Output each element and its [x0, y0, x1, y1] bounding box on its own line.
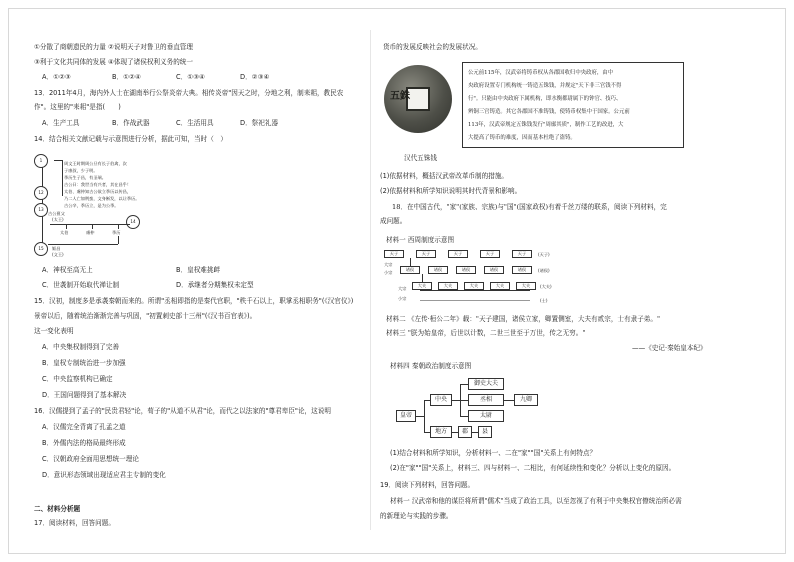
zhou-level-label: (天子) [538, 252, 550, 257]
connector-line [422, 274, 423, 282]
q17-sub1: (1)依据材料，概括汉武帝改革币制的措施。 [380, 172, 509, 180]
column-divider [370, 30, 371, 530]
material4-title: 材料四 秦朝政治制度示意图 [390, 362, 472, 370]
heir-line [48, 244, 118, 245]
tick [66, 224, 67, 229]
diag-emperor: 皇帝 [396, 410, 416, 422]
q18-sub1: (1)结合材料和所学知识，分析材料一、二在"家""国"关系上有何特点？ [390, 449, 597, 457]
connector-line [460, 384, 468, 385]
tick [118, 236, 119, 244]
connector-line [54, 160, 62, 161]
zhou-side-label: 小宗 [384, 270, 393, 275]
zhou-side-label: 大宗 [398, 286, 407, 291]
connector-line [460, 416, 468, 417]
material3-source: ——《史记·秦始皇本纪》 [632, 344, 707, 352]
node-1: 1 [34, 154, 48, 168]
note-line: 季历生子昌，有圣瑞。 [64, 175, 106, 180]
q15-line1: 15．汉初，制度多是承袭秦朝而来的。所谓"丞相即指的是秦代官职，"秩千石以上，职掌丞相职务"(《汉官仪》) [34, 297, 354, 305]
label-taiwang: (太王) [52, 217, 64, 222]
q15-choice-b[interactable]: B．皇权专制统治进一步加强 [42, 359, 126, 367]
q13-line1: 13．2011年4月，海内外人士在湖南举行公祭炎帝大典。相传炎帝"因天之时，分地之利，制耒耜，教民农 [34, 89, 344, 97]
label-gugong: 古公亶父 [48, 211, 65, 216]
node-14: 14 [126, 215, 140, 229]
q19-stem: 19．阅读下列材料，回答问题。 [380, 481, 475, 489]
q14-choice-b[interactable]: B．皇权难挑衅 [176, 266, 221, 274]
connector-line [62, 160, 63, 196]
q12-options-line1: ①分散了商朝遗民的力量 ②说明天子对鲁卫的垂直管理 [34, 43, 193, 51]
q13-choice-b[interactable]: B．作战武器 [112, 119, 150, 127]
zhou-box: 大夫 [490, 282, 510, 290]
q16-line1: 16．汉儒提到了孟子的"民贵君轻"论，荀子的"从道不从君"论，而代之以法家的"尊君卑臣"论，这说明 [34, 407, 331, 415]
zhou-side-label: 小宗 [398, 296, 407, 301]
note-line: 古公卒，季历立，是为公季。 [64, 203, 119, 208]
q19-material1-line2: 的新理论与实践的步骤。 [380, 512, 453, 520]
q16-choice-a[interactable]: A．汉儒完全背离了孔孟之道 [42, 423, 126, 431]
q14-choice-c[interactable]: C．世袭制开始取代禅让制 [42, 281, 120, 289]
zhou-box: 诸侯 [400, 266, 420, 274]
zhou-level-label: (士) [540, 298, 548, 303]
tick [118, 224, 119, 229]
diag-jiuqing: 九卿 [514, 394, 538, 406]
zhou-box: 诸侯 [484, 266, 504, 274]
zhou-box: 大夫 [412, 282, 432, 290]
diag-local: 地方 [430, 426, 452, 438]
note-line: 周文王时期周公旦有长子伯禽，次 [64, 161, 127, 166]
zhou-box: 天子 [480, 250, 500, 258]
zhou-level-label: (大夫) [540, 284, 552, 289]
diag-xian: 县 [478, 426, 492, 438]
connector-line [420, 290, 530, 291]
zhou-box: 诸侯 [512, 266, 532, 274]
connector-line [504, 400, 514, 401]
q12-choice-b[interactable]: B．①②④ [112, 73, 141, 81]
material2-text: 材料二 《左传·桓公二年》载："天子建国，诸侯立家，卿置侧室，大夫有贰宗，士有隶子弟。" [386, 315, 661, 323]
q15-line2: 景帝以后，随着统治渐渐完善与巩固，"初置刺史部十三州"(《汉书百官表》)。 [34, 312, 257, 320]
label-wenwang: (文王) [52, 252, 64, 257]
diag-taiwei: 太尉 [468, 410, 504, 422]
section-title-material-analysis: 二、材料分析题 [34, 505, 81, 513]
label-taibo: 太伯 [60, 230, 69, 235]
zhou-box: 天子 [448, 250, 468, 258]
q18-line2: 成问题。 [380, 217, 407, 225]
q13-choice-c[interactable]: C．生活用具 [176, 119, 214, 127]
quote-line: 大提高了铸币的难度，因而基本杜绝了盗铸。 [468, 135, 576, 141]
node-12: 12 [34, 186, 48, 200]
q15-line3: 这一变化表明 [34, 327, 74, 335]
q12-choice-a[interactable]: A．①②③ [42, 73, 71, 81]
diag-chengxiang: 丞相 [468, 394, 504, 406]
q16-choice-d[interactable]: D．意识形态领域出现适应君主专制的变化 [42, 471, 166, 479]
coin-inscription: 五銖 [390, 91, 410, 102]
q15-choice-d[interactable]: D．王国问题得到了基本解决 [42, 391, 127, 399]
q13-choice-a[interactable]: A．生产工具 [42, 119, 80, 127]
connector-line [452, 400, 460, 401]
zhou-level-label: (诸侯) [538, 268, 550, 273]
q14-stem: 14．结合相关文献记载与示意图进行分析，据此可知，当时（ ） [34, 135, 228, 143]
material1-title: 材料一 西周制度示意图 [386, 236, 455, 244]
q12-choice-d[interactable]: D．②③④ [240, 73, 270, 81]
q18-line1: 18．在中国古代，"家"(家族、宗族)与"国"(国家政权)有着千丝万缕的联系，阅读下列材料，完 [392, 203, 667, 211]
tick [92, 224, 93, 229]
label-yuzhong: 虞仲 [86, 230, 95, 235]
note-line: 古公曰：我世当有兴者，其在昌乎！ [64, 182, 132, 187]
note-line: 乃二人亡如荆蛮，文身断发，以让季历。 [64, 196, 140, 201]
label-chang: 姬昌 [52, 246, 61, 251]
zhou-box: 诸侯 [456, 266, 476, 274]
connector-line [424, 400, 425, 432]
q17-stem: 17．阅读材料，回答问题。 [34, 519, 115, 527]
quote-line: 113年，汉武帝规定五铢钱发行"周廓其质"，制作工艺的改进，大 [468, 122, 624, 128]
zhou-box: 天子 [416, 250, 436, 258]
zhou-box: 天子 [384, 250, 404, 258]
q12-options-line2: ③利于文化共同体的发展 ④体现了诸侯权利义务的统一 [34, 58, 193, 66]
connector-line [410, 258, 411, 266]
lineage-note [64, 160, 139, 209]
diag-central: 中央 [430, 394, 452, 406]
material3-text: 材料三 "朕为始皇帝，后世以计数，二世三世至于万世，传之无穷。" [386, 329, 586, 337]
q18-sub2: (2)在"家""国"关系上，材料三、四与材料一、二相比，有何延续性和变化？分析以上变化的原因。 [390, 464, 676, 472]
node-13: 13 [34, 203, 48, 217]
q14-choice-a[interactable]: A．神权至高无上 [42, 266, 93, 274]
q19-material1-line1: 材料一 汉武帝和他的谋臣将所谓"儒术"当成了政治工具，以至忽视了有利于中央集权官僚统治所必需 [390, 497, 682, 505]
q15-choice-c[interactable]: C．中央监察机构已确定 [42, 375, 113, 383]
node-15: 15 [34, 242, 48, 256]
diag-yushi: 御史大夫 [468, 378, 504, 390]
quote-line: 辨铜三官铸造。其它各郡国不准铸钱，使铸币权集中于国家。公元前 [468, 109, 630, 115]
coin-caption: 汉代五铢钱 [404, 154, 437, 162]
connector-line [460, 400, 468, 401]
q13-line2: 作"。这里的"耒耜"是指( ) [34, 103, 121, 111]
note-line: 太伯、虞仲知古公欲立季历以传昌， [64, 189, 132, 194]
q17-sub2: (2)依据材料和所学知识说明其时代背景和影响。 [380, 187, 522, 195]
zhou-box: 大夫 [516, 282, 536, 290]
diag-jun: 郡 [458, 426, 472, 438]
connector-line [420, 300, 530, 301]
zhou-box: 天子 [512, 250, 532, 258]
zhou-box: 大夫 [438, 282, 458, 290]
material-quote-box [462, 62, 684, 148]
q14-choice-d[interactable]: D．承继者分期集权未定型 [176, 281, 254, 289]
quote-line: 央政府设置专门机构统一铸造五铢钱，并规定"天下非三官钱不得 [468, 83, 622, 89]
q13-choice-d[interactable]: D．祭祀礼器 [240, 119, 279, 127]
wuzhu-coin-image [384, 65, 452, 133]
note-line: 子康叔，少子明。 [64, 168, 98, 173]
q16-choice-c[interactable]: C．汉朝政府全面用思想统一理论 [42, 455, 139, 463]
zhou-box: 诸侯 [428, 266, 448, 274]
zhou-box: 大夫 [464, 282, 484, 290]
zhou-side-label: 大宗 [384, 262, 393, 267]
q17-intro: 货币的发展反映社会的发展状况。 [383, 43, 482, 51]
q16-choice-b[interactable]: B．外儒内法的格局最终形成 [42, 439, 126, 447]
q15-choice-a[interactable]: A．中央集权制得到了完善 [42, 343, 120, 351]
quote-line: 公元前115年，汉武帝将铸币权从各郡国收归中央政府，由中 [468, 70, 614, 76]
q12-choice-c[interactable]: C．①③④ [176, 73, 205, 81]
label-jili: 季历 [112, 230, 121, 235]
connector-line [416, 416, 424, 417]
quote-line: 行"。只能由中央政府下属机构，即水衡都尉属下的钟官、技巧、 [468, 96, 622, 102]
